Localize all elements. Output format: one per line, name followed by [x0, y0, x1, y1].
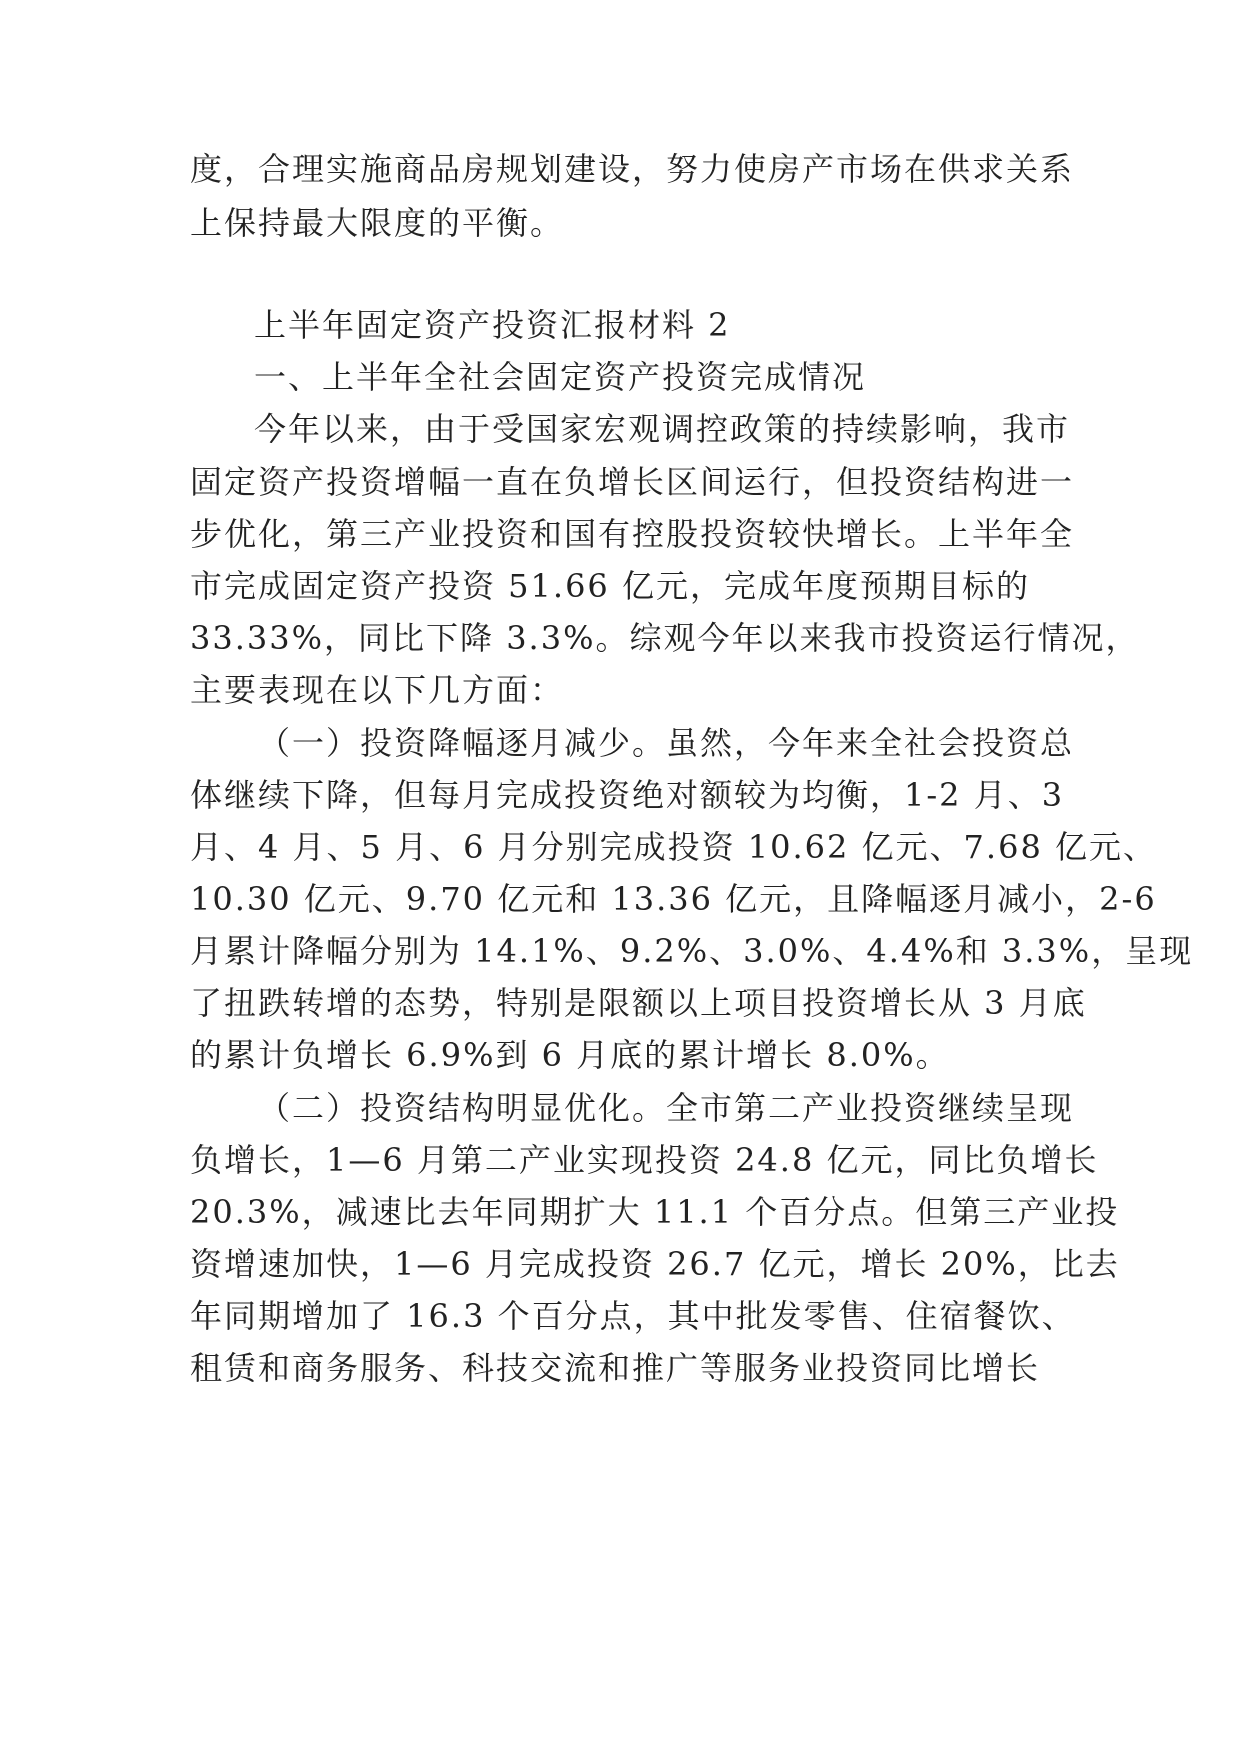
paragraph-line: 市完成固定资产投资 51.66 亿元，完成年度预期目标的: [190, 567, 1030, 605]
section-title: 上半年固定资产投资汇报材料 2: [254, 306, 731, 344]
paragraph-line: 33.33%，同比下降 3.3%。综观今年以来我市投资运行情况，: [190, 619, 1140, 657]
paragraph-line: 月累计降幅分别为 14.1%、9.2%、3.0%、4.4%和 3.3%，呈现: [190, 932, 1194, 970]
paragraph-line: 了扭跌转增的态势，特别是限额以上项目投资增长从 3 月底: [190, 984, 1087, 1022]
section-heading: 一、上半年全社会固定资产投资完成情况: [254, 358, 867, 396]
paragraph-line: 固定资产投资增幅一直在负增长区间运行，但投资结构进一: [190, 463, 1075, 501]
paragraph-line: 月、4 月、5 月、6 月分别完成投资 10.62 亿元、7.68 亿元、: [190, 828, 1157, 866]
paragraph-line: 步优化，第三产业投资和国有控股投资较快增长。上半年全: [190, 515, 1075, 553]
paragraph-line: 体继续下降，但每月完成投资绝对额较为均衡，1-2 月、3: [190, 776, 1065, 814]
paragraph-line: 20.3%，减速比去年同期扩大 11.1 个百分点。但第三产业投: [190, 1193, 1120, 1231]
paragraph-line: 租赁和商务服务、科技交流和推广等服务业投资同比增长: [190, 1349, 1041, 1387]
paragraph-line: 度，合理实施商品房规划建设，努力使房产市场在供求关系: [190, 150, 1075, 188]
paragraph-line: 上保持最大限度的平衡。: [190, 204, 565, 242]
paragraph-line: 10.30 亿元、9.70 亿元和 13.36 亿元，且降幅逐月减小，2-6: [190, 880, 1157, 918]
paragraph-line: 负增长，1—6 月第二产业实现投资 24.8 亿元，同比负增长: [190, 1141, 1099, 1179]
paragraph-line: 年同期增加了 16.3 个百分点，其中批发零售、住宿餐饮、: [190, 1297, 1076, 1335]
paragraph-line: 的累计负增长 6.9%到 6 月底的累计增长 8.0%。: [190, 1036, 950, 1074]
paragraph-line: 主要表现在以下几方面：: [190, 671, 565, 709]
paragraph-line: 资增速加快，1—6 月完成投资 26.7 亿元，增长 20%，比去: [190, 1245, 1120, 1283]
paragraph-line: （二）投资结构明显优化。全市第二产业投资继续呈现: [258, 1089, 1075, 1127]
paragraph-line: 今年以来，由于受国家宏观调控政策的持续影响，我市: [254, 410, 1071, 448]
paragraph-line: （一）投资降幅逐月减少。虽然，今年来全社会投资总: [258, 724, 1075, 762]
